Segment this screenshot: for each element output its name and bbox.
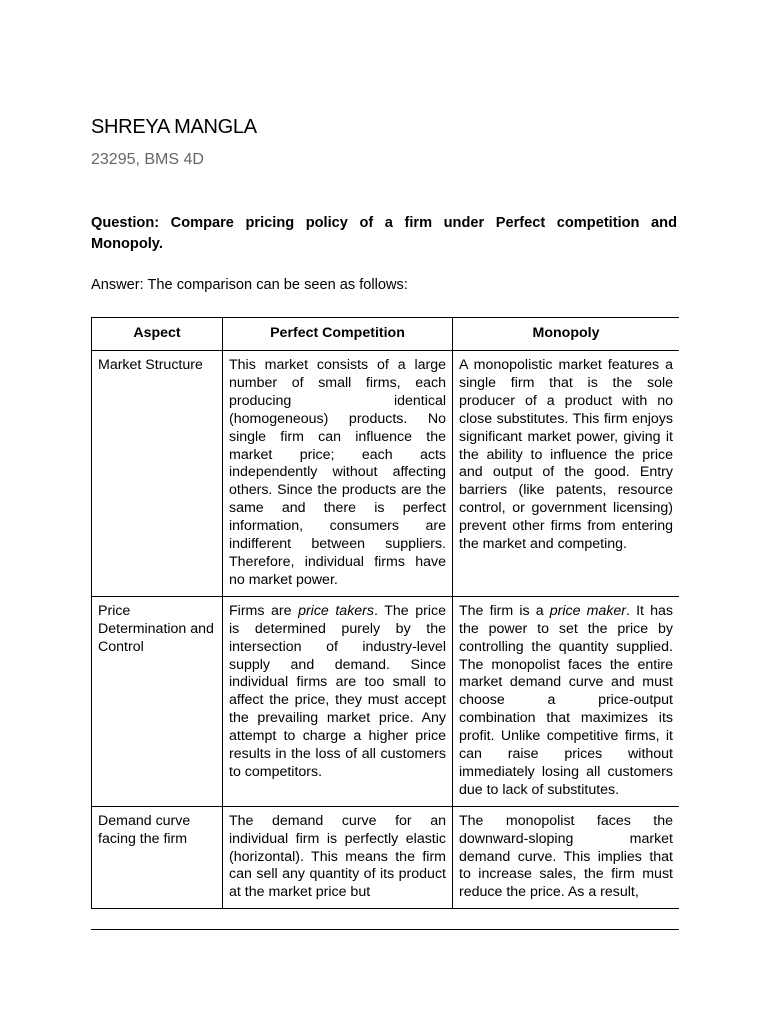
aspect-cell: Price Determination and Control (92, 596, 223, 806)
emphasis-text: price takers (298, 602, 374, 619)
header-monopoly: Monopoly (453, 318, 680, 351)
comparison-table (91, 317, 679, 909)
cell-text: The firm is a (459, 602, 550, 619)
monopoly-cell (453, 596, 680, 806)
perfect-competition-cell (223, 596, 453, 806)
table-row (92, 596, 680, 806)
answer-intro: Answer: The comparison can be seen as follows: (91, 277, 408, 293)
aspect-cell: Demand curve facing the firm (92, 806, 223, 909)
monopoly-cell: A monopolistic market features a single firm that is the sole producer of a product with no close substitutes. This firm enjoys significant market power, giving it the ability to influence the price and output of the good. Entry barriers (like patents, resource control, or government licensing) prevent other firms from entering the market and competing. (453, 351, 680, 597)
cell-text: . It has the power to set the price by controlling the quantity supplied. The monopolist faces the entire market demand curve and must choose a price-output combination that maximizes its profit. Unlike competitive firms, it can raise prices without immediately losing all customers due to lack of substitutes. (459, 602, 673, 798)
question-text: Question: Compare pricing policy of a firm under Perfect competition and Monopoly. (91, 215, 677, 252)
aspect-cell: Market Structure (92, 351, 223, 597)
perfect-competition-cell: The demand curve for an individual firm is perfectly elastic (horizontal). This means the firm can sell any quantity of its product at the market price but (223, 806, 453, 909)
table-row (92, 806, 680, 909)
comparison-table-wrapper (91, 317, 679, 930)
perfect-competition-cell: This market consists of a large number of small firms, each producing identical (homogeneous) products. No single firm can influence the market price; each acts independently without affecting others. Since the products are the same and there is perfect information, consumers are indifferent between suppliers. Therefore, individual firms have no market power. (223, 351, 453, 597)
header-aspect: Aspect (92, 318, 223, 351)
cell-text: . The price is determined purely by the intersection of industry-level supply and demand. Since individual firms are too small to affect the price, they must accept the prevailing market price. Any attempt to charge a higher price results in the loss of all customers to competitors. (229, 602, 446, 780)
author-name: SHREYA MANGLA (91, 116, 257, 138)
monopoly-cell: The monopolist faces the downward-sloping market demand curve. This implies that to increase sales, the firm must reduce the price. As a result, (453, 806, 680, 909)
emphasis-text: price maker (549, 602, 627, 619)
table-header-row (92, 318, 680, 351)
author-details: 23295, BMS 4D (91, 151, 204, 168)
table-row (92, 351, 680, 597)
cell-text: Firms are (229, 602, 299, 619)
header-perfect-competition: Perfect Competition (223, 318, 453, 351)
